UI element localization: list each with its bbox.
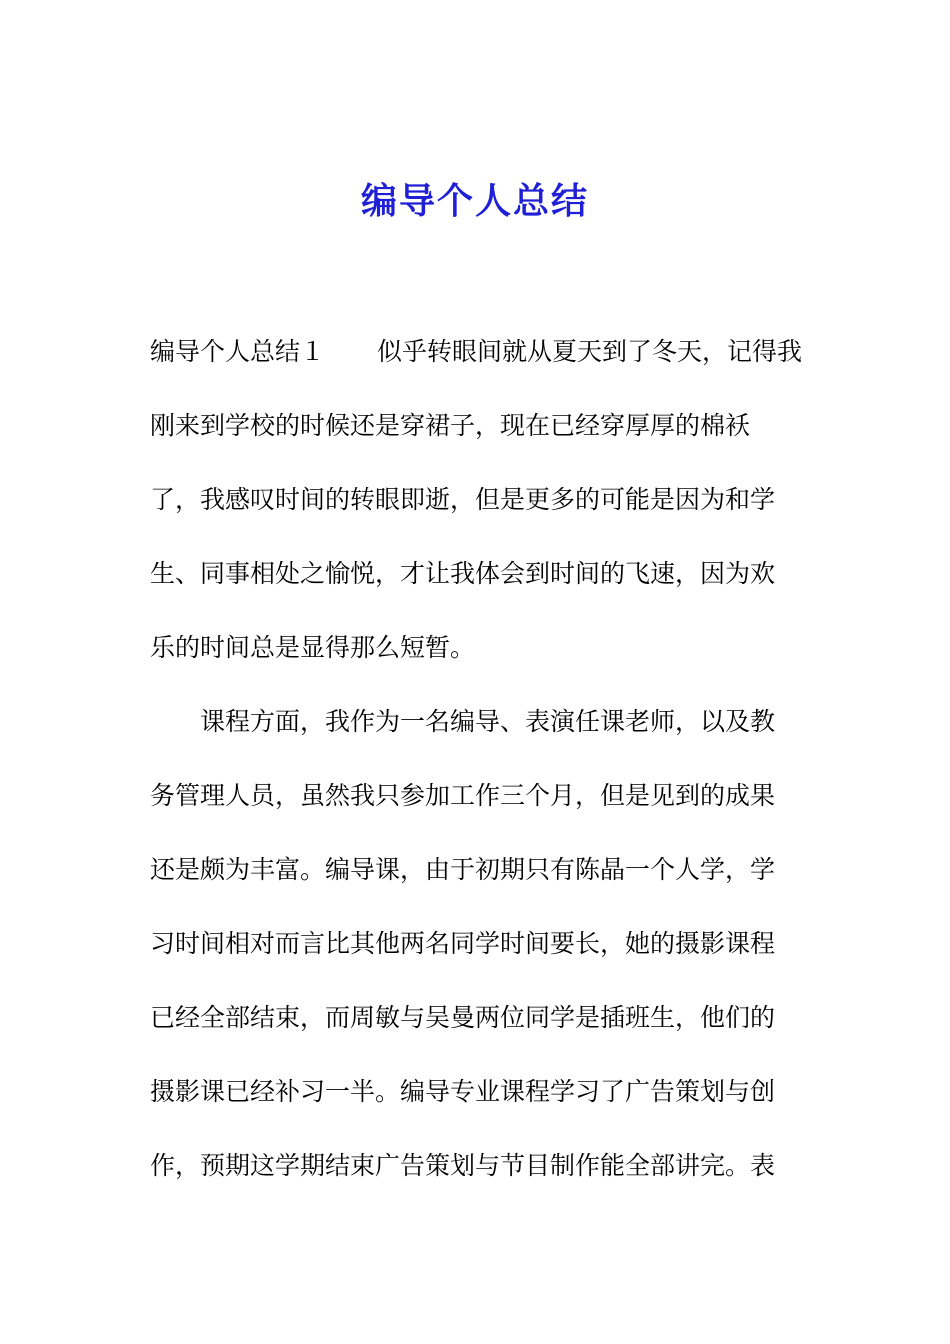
body-line-5: 乐的时间总是显得那么短暂。 (150, 633, 476, 662)
body-line-8: 还是颇为丰富。编导课，由于初期只有陈晶一个人学，学 (150, 855, 776, 884)
body-line-7: 务管理人员，虽然我只参加工作三个月，但是见到的成果 (150, 781, 776, 810)
body-line-6: 课程方面，我作为一名编导、表演任课老师，以及教 (150, 707, 776, 736)
body-line-3: 了，我感叹时间的转眼即逝，但是更多的可能是因为和学 (150, 485, 776, 514)
body-line-11: 摄影课已经补习一半。编导专业课程学习了广告策划与创 (150, 1077, 776, 1106)
body-line-12: 作，预期这学期结束广告策划与节目制作能全部讲完。表 (150, 1151, 776, 1180)
body-line-4: 生、同事相处之愉悦，才让我体会到时间的飞速，因为欢 (150, 559, 776, 588)
document-title: 编导个人总结 (360, 181, 589, 222)
body-line-9: 习时间相对而言比其他两名同学时间要长，她的摄影课程 (150, 929, 776, 958)
body-line-2: 刚来到学校的时候还是穿裙子，现在已经穿厚厚的棉袄 (150, 411, 751, 440)
body-line-text: 似乎转眼间就从夏天到了冬天，记得我 (377, 337, 803, 366)
section-heading: 编导个人总结１ (150, 337, 326, 366)
body-line-10: 已经全部结束，而周敏与吴曼两位同学是插班生，他们的 (150, 1003, 776, 1032)
body-line-1 (150, 334, 830, 370)
